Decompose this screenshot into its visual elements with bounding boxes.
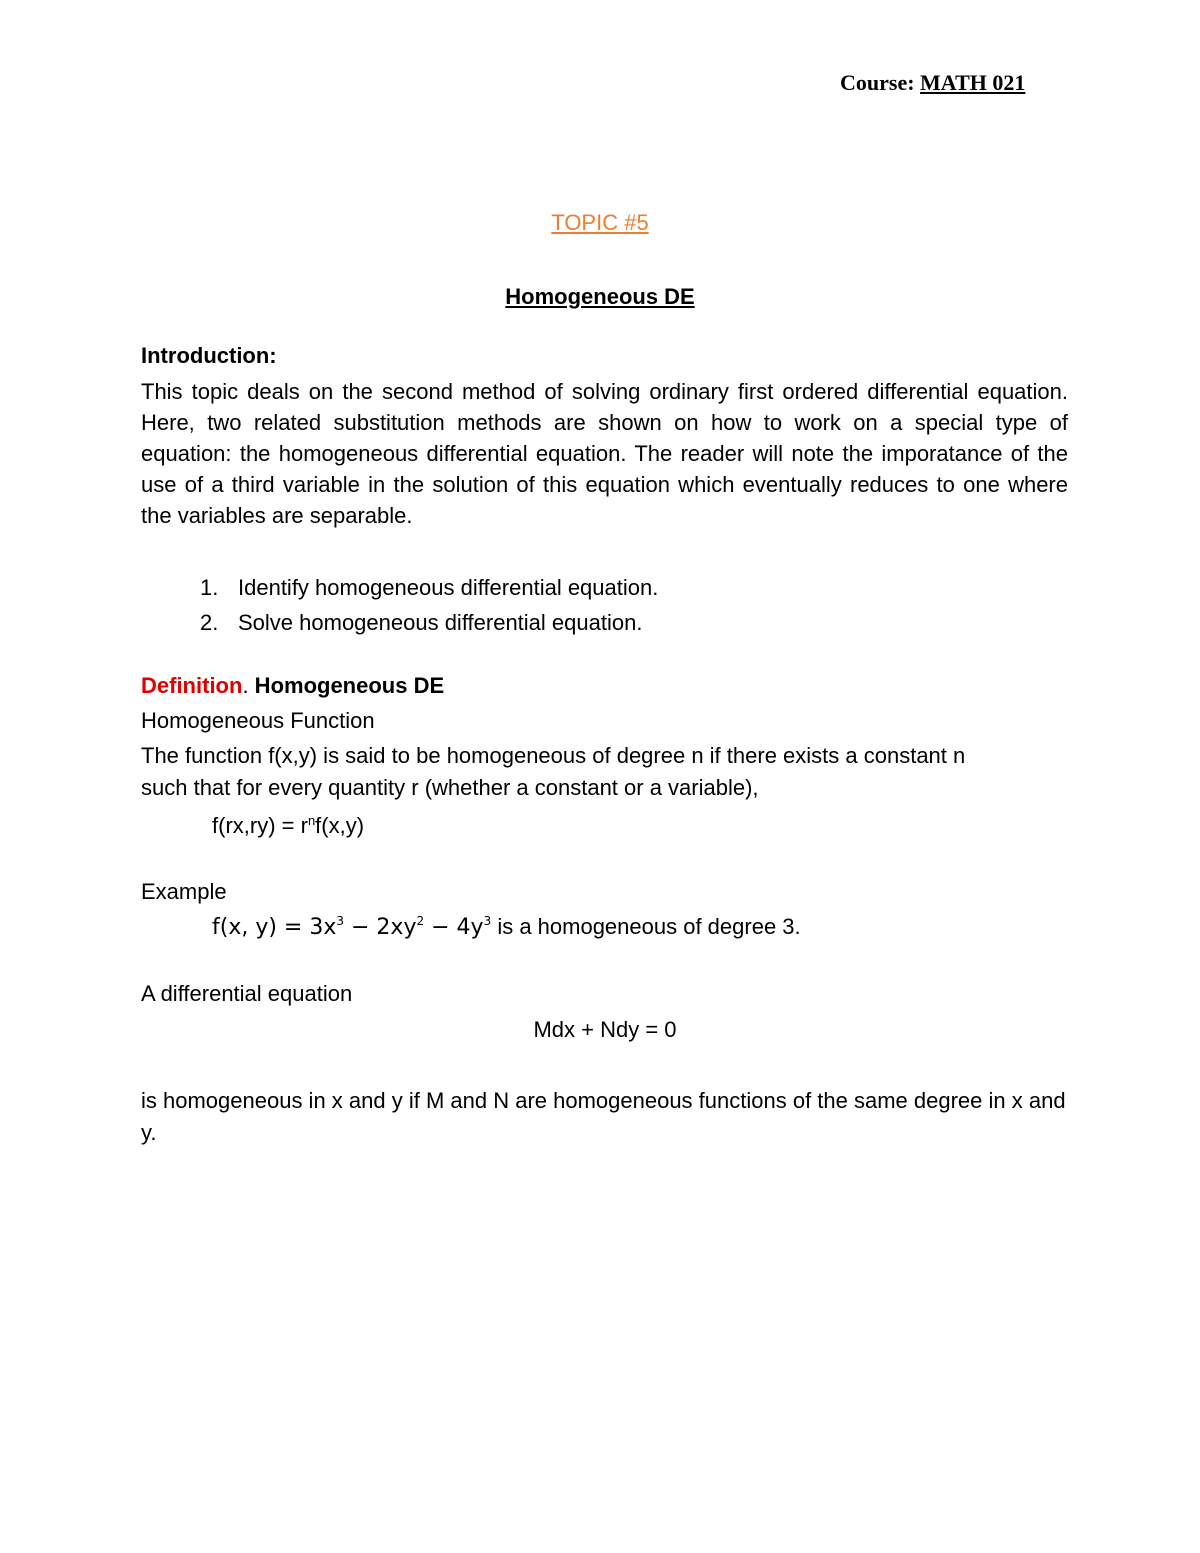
topic-title: TOPIC #5: [551, 210, 649, 235]
definition-title: Homogeneous DE: [248, 673, 445, 698]
introduction-heading: Introduction:: [141, 343, 277, 368]
function-heading: Homogeneous Function: [141, 708, 375, 733]
objectives-list: [200, 570, 658, 640]
definition-separator: .: [242, 673, 249, 698]
formula-right: f(x,y): [315, 813, 365, 838]
course-header: [840, 70, 1025, 96]
page-title: Homogeneous DE: [505, 284, 695, 309]
list-item: [200, 605, 658, 640]
course-label: Course:: [840, 70, 915, 95]
example-math-expression: f(x, $y) = 3x^3 - 2xy^2 - 4y^3$: [212, 914, 492, 940]
example-suffix: is a homogeneous of degree 3.: [491, 914, 801, 939]
definition-statement-line2: such that for every quantity r (whether a constant or a variable),: [141, 775, 759, 800]
list-item-text: Solve homogeneous differential equation.: [238, 610, 643, 635]
list-item: [200, 570, 658, 605]
list-item-number: 1.: [200, 575, 219, 600]
example-heading: Example: [141, 879, 227, 904]
definition-label: Definition: [141, 673, 243, 698]
list-item-text: Identify homogeneous differential equation.: [238, 575, 659, 600]
formula-left: f(rx,ry) = r: [212, 813, 308, 838]
closing-paragraph: is homogeneous in x and y if M and N are homogeneous functions of the same degree in x and y.: [141, 1088, 1066, 1145]
homogeneity-formula: [212, 813, 364, 839]
definition-heading: [141, 673, 444, 699]
list-item-number: 2.: [200, 610, 219, 635]
definition-statement-line1: The function f(x,y) is said to be homogeneous of degree n if there exists a constant n: [141, 743, 966, 768]
differential-equation: Mdx + Ndy = 0: [533, 1017, 677, 1042]
course-code: MATH 021: [920, 70, 1026, 95]
formula-exponent: n: [307, 813, 316, 828]
differential-intro: A differential equation: [141, 981, 353, 1006]
introduction-paragraph: This topic deals on the second method of solving ordinary first ordered differential equation. Here, two related substitution methods are shown on how to work on a special type of equation: the homogeneous differential equation. The reader will note the imporatance of the use of a third variable in the solution of this equation which eventually reduces to one where the variables are separable.: [141, 379, 1068, 528]
example-equation: [212, 914, 801, 940]
